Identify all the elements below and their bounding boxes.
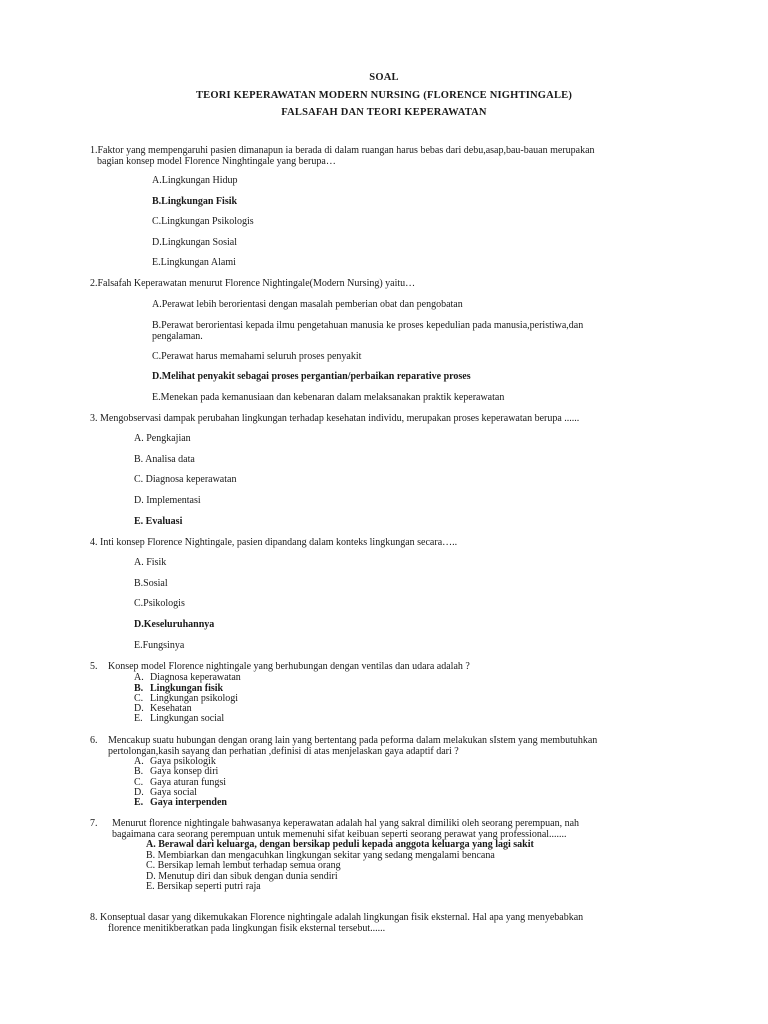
question-4 — [90, 537, 678, 548]
q3-option-a: A. Pengkajian — [134, 433, 191, 444]
title-sub: FALSAFAH DAN TEORI KEPERAWATAN — [281, 107, 487, 118]
question-7-cont: bagaimana cara seorang perempuan untuk memenuhi sifat keibuan seperti seorang perawat yang professional....... — [112, 829, 567, 840]
question-4-text: 4. Inti konsep Florence Nightingale, pasien dipandang dalam konteks lingkungan secara….. — [90, 537, 458, 548]
question-7 — [112, 818, 678, 840]
question-1 — [90, 145, 678, 167]
q2-option-e: E.Menekan pada kemanusiaan dan kebenaran dalam melaksanakan praktik keperawatan — [152, 392, 505, 403]
question-6-cont: pertolongan,kasih sayang dan perhatian ,definisi di atas menjelaskan gaya adaptif dari ? — [108, 746, 459, 757]
q2-option-b-cont: pengalaman. — [152, 331, 203, 342]
q4-option-d: D.Keseluruhannya — [134, 619, 215, 630]
question-1-cont: bagian konsep model Florence Ninghtingale yang berupa… — [97, 156, 336, 167]
q2-option-a: A.Perawat lebih berorientasi dengan masalah pemberian obat dan pengobatan — [152, 299, 463, 310]
q1-option-d: D.Lingkungan Sosial — [152, 237, 237, 248]
q3-option-b: B. Analisa data — [134, 454, 195, 465]
q7-option-d: D. Menutup diri dan sibuk dengan dunia sendiri — [146, 871, 338, 882]
q6-option-e: E. Gaya interpenden — [134, 797, 227, 808]
question-7-text: Menurut florence nightingale bahwasanya keperawatan adalah hal yang sakral dimiliki oleh seorang perempuan, nah — [112, 818, 580, 829]
q1-option-c: C.Lingkungan Psikologis — [152, 216, 254, 227]
q1-option-b: B.Lingkungan Fisik — [152, 196, 238, 207]
question-8-text: 8. Konseptual dasar yang dikemukakan Florence nightingale adalah lingkungan fisik eksternal. Hal apa yang menyebabkan — [90, 912, 584, 923]
q4-option-a: A. Fisik — [134, 557, 167, 568]
question-2 — [90, 278, 678, 289]
q7-option-b: B. Membiarkan dan mengacuhkan lingkungan sekitar yang sedang mengalami bencana — [146, 850, 495, 861]
q2-option-b — [152, 320, 678, 342]
q4-option-b: B.Sosial — [134, 578, 168, 589]
q2-option-c: C.Perawat harus memahami seluruh proses penyakit — [152, 351, 362, 362]
q4-option-e: E.Fungsinya — [134, 640, 185, 651]
q4-option-c: C.Psikologis — [134, 598, 185, 609]
question-2-text: 2.Falsafah Keperawatan menurut Florence Nightingale(Modern Nursing) yaitu… — [90, 278, 416, 289]
q5-option-b: B. Lingkungan fisik — [134, 683, 224, 694]
q5-option-c: C. Lingkungan psikologi — [134, 693, 239, 704]
title-main: TEORI KEPERAWATAN MODERN NURSING (FLORENCE NIGHTINGALE) — [195, 90, 573, 101]
q6-option-d: D. Gaya social — [134, 787, 197, 798]
question-5-text: Konsep model Florence nightingale yang berhubungan dengan ventilas dan udara adalah ? — [108, 661, 470, 672]
title-soal: SOAL — [369, 72, 399, 83]
q5-option-a: A. Diagnosa keperawatan — [134, 672, 241, 683]
q5-option-e: E. Lingkungan social — [134, 713, 225, 724]
q1-option-e: E.Lingkungan Alami — [152, 257, 236, 268]
q2-option-b-text: B.Perawat berorientasi kepada ilmu pengetahuan manusia ke proses kepedulian pada manusia,peristiwa,dan — [152, 320, 584, 331]
question-6-number: 6. — [90, 735, 98, 746]
q7-option-a: A. Berawal dari keluarga, dengan bersikap peduli kepada anggota keluarga yang lagi sakit — [146, 839, 534, 850]
q3-option-d: D. Implementasi — [134, 495, 201, 506]
q7-option-c: C. Bersikap lemah lembut terhadap semua orang — [146, 860, 341, 871]
q5-option-d: D. Kesehatan — [134, 703, 192, 714]
question-3 — [90, 413, 678, 424]
q7-option-e: E. Bersikap seperti putri raja — [146, 881, 261, 892]
question-7-number: 7. — [90, 818, 98, 829]
q6-option-b: B. Gaya konsep diri — [134, 766, 219, 777]
question-1-text: 1.Faktor yang mempengaruhi pasien dimanapun ia berada di dalam ruangan harus bebas dari debu,asap,bau-bauan merupakan — [90, 145, 595, 156]
question-6 — [108, 735, 678, 757]
q6-option-c: C. Gaya aturan fungsi — [134, 777, 227, 788]
q3-option-c: C. Diagnosa keperawatan — [134, 474, 237, 485]
question-8-cont: florence menitikberatkan pada lingkungan fisik eksternal tersebut...... — [108, 923, 386, 934]
question-3-text: 3. Mengobservasi dampak perubahan lingkungan terhadap kesehatan individu, merupakan proses keperawatan berupa ...... — [90, 413, 580, 424]
question-6-text: Mencakup suatu hubungan dengan orang lain yang bertentang pada peforma dalam melakukan sIstem yang membutuhkan — [108, 735, 598, 746]
q6-option-a: A. Gaya psikologik — [134, 756, 216, 767]
q2-option-d: D.Melihat penyakit sebagai proses pergantian/perbaikan reparative proses — [152, 371, 471, 382]
question-8 — [90, 912, 678, 934]
question-5-number: 5. — [90, 661, 98, 672]
q3-option-e: E. Evaluasi — [134, 516, 183, 527]
q1-option-a: A.Lingkungan Hidup — [152, 175, 238, 186]
